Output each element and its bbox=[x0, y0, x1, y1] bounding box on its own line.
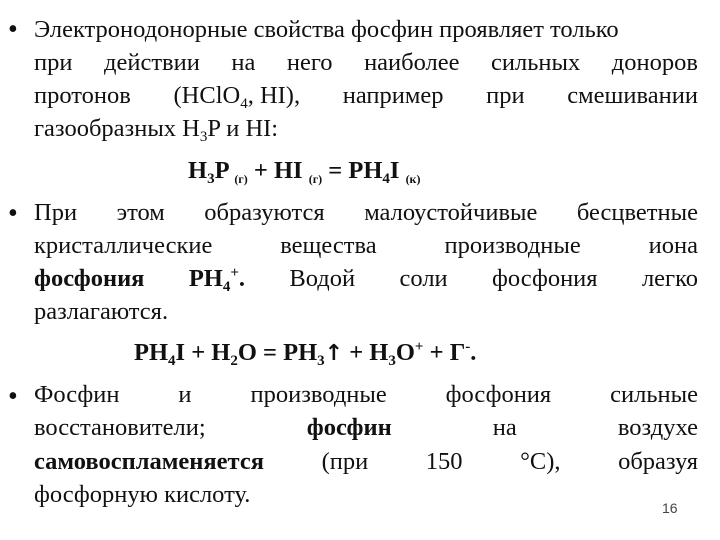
p2-line-4: разлагаются. bbox=[34, 298, 169, 325]
word: кристаллические bbox=[34, 232, 213, 259]
word: сильных bbox=[491, 49, 581, 76]
arrow-up-icon: ↑ bbox=[324, 341, 344, 366]
word: бесцветные bbox=[576, 199, 698, 226]
word: Водой bbox=[289, 265, 356, 292]
word: фосфония bbox=[445, 381, 552, 408]
bullet-1: • bbox=[8, 14, 18, 45]
word: этом bbox=[116, 199, 165, 226]
bold-term-phosphonium: фосфония bbox=[34, 265, 145, 292]
word: производные bbox=[250, 381, 387, 408]
p2-line-2 bbox=[34, 230, 698, 262]
word: на bbox=[492, 414, 517, 441]
word: на bbox=[231, 49, 256, 76]
p3-line-4: фосфорную кислоту. bbox=[34, 481, 251, 508]
word: соли bbox=[399, 265, 448, 292]
word: образуются bbox=[204, 199, 325, 226]
bullet-2: • bbox=[8, 198, 18, 229]
p3-line-1 bbox=[34, 379, 698, 411]
p2-line-3 bbox=[34, 263, 698, 295]
p1-line-4: газообразных $H_3P$ и HI: bbox=[34, 115, 279, 145]
word: 150 bbox=[425, 448, 463, 475]
equation-2: $PH_4I + H_2O$ = $PH_3↑ + H_3O^+ + Г^-$. bbox=[134, 339, 477, 369]
ion-ph4: $PH_4^+$. bbox=[188, 265, 246, 295]
word: него bbox=[286, 49, 333, 76]
p1-line-1: Электронодонорные свойства фосфин проявляет только bbox=[34, 16, 619, 43]
p3-line-2 bbox=[34, 412, 698, 444]
word: восстановители; bbox=[34, 414, 206, 441]
bold-term-phosphine: фосфин bbox=[306, 414, 392, 441]
word: воздухе bbox=[617, 414, 698, 441]
page-number: 16 bbox=[662, 500, 678, 516]
bullet-3: • bbox=[8, 381, 18, 412]
word: При bbox=[34, 199, 78, 226]
word: °С), bbox=[520, 448, 561, 475]
word: сильные bbox=[610, 381, 698, 408]
p3-line-3 bbox=[34, 446, 698, 478]
bold-term-self-ignites: самовоспламеняется bbox=[34, 448, 264, 475]
word: образуя bbox=[618, 448, 698, 475]
word: иона bbox=[648, 232, 698, 259]
p2-line-1 bbox=[34, 197, 698, 229]
p1-line-3 bbox=[34, 80, 698, 112]
word: производные bbox=[444, 232, 581, 259]
formula-hclo4-hi: (HClO$_4$, HI), bbox=[173, 82, 301, 112]
word: при bbox=[34, 49, 73, 76]
p1-line-2 bbox=[34, 47, 698, 79]
word: наиболее bbox=[364, 49, 460, 76]
word: вещества bbox=[280, 232, 377, 259]
word: Фосфин bbox=[34, 381, 120, 408]
word: действии bbox=[104, 49, 200, 76]
word: протонов bbox=[34, 82, 131, 109]
word: при bbox=[486, 82, 525, 109]
word: (при bbox=[321, 448, 369, 475]
word: легко bbox=[641, 265, 698, 292]
word: малоустойчивые bbox=[364, 199, 538, 226]
equation-1: $H_3P$ $_{(г)}$ + HI $_{(г)} = PH_4I$ $_{(к)}$ bbox=[188, 157, 421, 187]
word: и bbox=[178, 381, 192, 408]
word: фосфония bbox=[492, 265, 598, 292]
word: смешивании bbox=[567, 82, 698, 109]
word: например bbox=[342, 82, 444, 109]
word: доноров bbox=[611, 49, 698, 76]
